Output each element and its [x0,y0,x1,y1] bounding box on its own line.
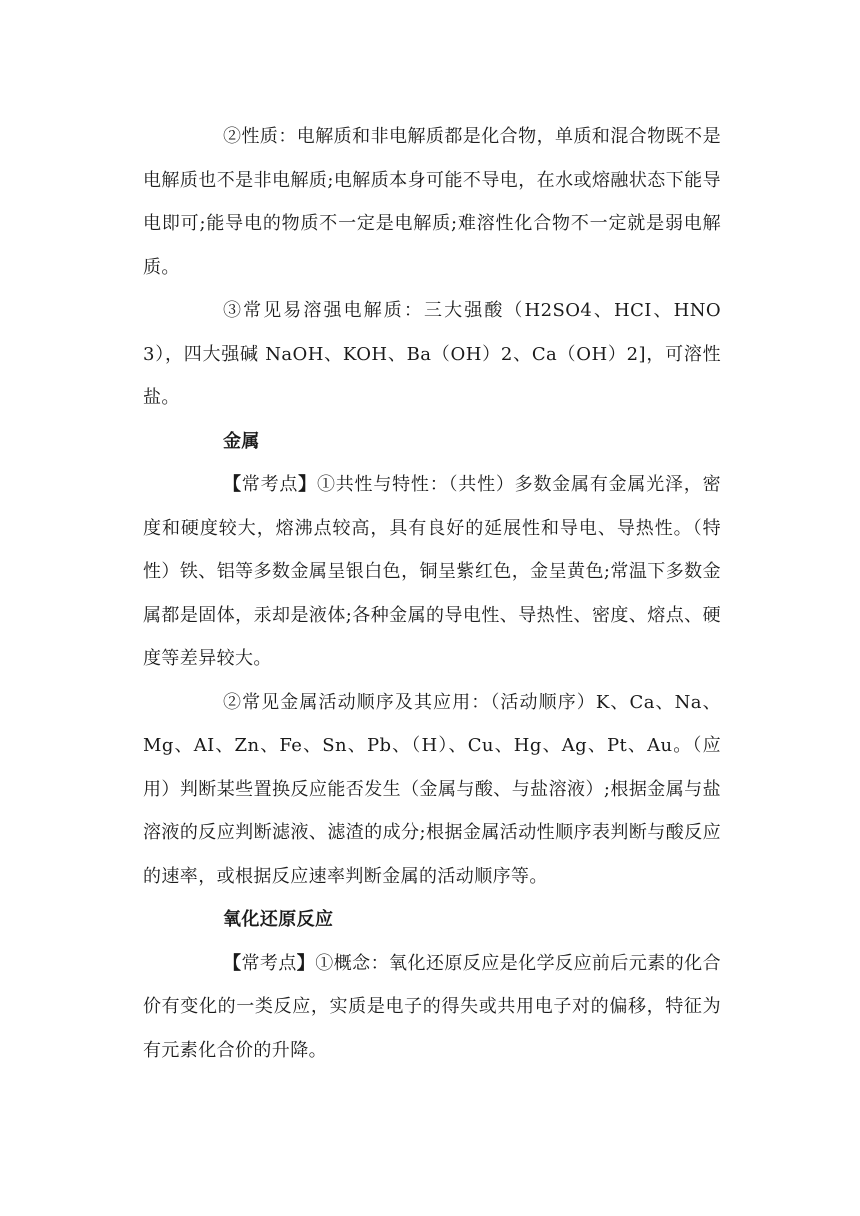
paragraph-text: ①概念：氧化还原反应是化学反应前后元素的化合价有变化的一类反应，实质是电子的得失或共用电子对的偏移，特征为有元素化合价的升降。 [143,952,721,1061]
heading-metals: 金属 [223,430,260,452]
paragraph-activity-series: ②常见金属活动顺序及其应用：（活动顺序）K、Ca、Na、Mg、AI、Zn、Fe、Sn、Pb、（H）、Cu、Hg、Ag、Pt、Au。（应用）判断某些置换反应能否发生（金属与酸、与盐溶液）;根据金属与盐溶液的反应判断滤液、滤渣的成分;根据金属活动性顺序表判断与酸反应的速率，或根据反应速率判断金属的活动顺序等。 [143,691,721,887]
key-point-label: 常考点 [241,474,299,495]
paragraph-strong-electrolytes: ③常见易溶强电解质：三大强酸（H2SO4、HCI、HNO3），四大强碱 NaOH、KOH、Ba（OH）2、Ca（OH）2]，可溶性盐。 [143,300,721,408]
bracket-close: 】 [298,474,317,495]
paragraph-text: ①共性与特性：（共性）多数金属有金属光泽，密度和硬度较大，熔沸点较高，具有良好的延展性和导电、导热性。（特性）铁、铝等多数金属呈银白色，铜呈紫红色，金呈黄色;常温下多数金属都是固体，汞却是液体;各种金属的导电性、导热性、密度、熔点、硬度等差异较大。 [143,474,721,669]
heading-redox: 氧化还原反应 [223,909,334,930]
paragraph-metal-properties [143,463,721,681]
paragraph-redox-concept [143,942,721,1073]
key-point-label: 常考点 [241,952,297,974]
bracket-open: 【 [223,952,242,974]
document-body [143,115,721,1072]
paragraph-electrolyte-properties: ②性质：电解质和非电解质都是化合物，单质和混合物既不是电解质也不是非电解质;电解质本身可能不导电，在水或熔融状态下能导电即可;能导电的物质不一定是电解质;难溶性化合物不一定就是弱电解质。 [143,126,721,278]
bracket-close: 】 [296,952,316,974]
bracket-open: 【 [223,474,242,495]
